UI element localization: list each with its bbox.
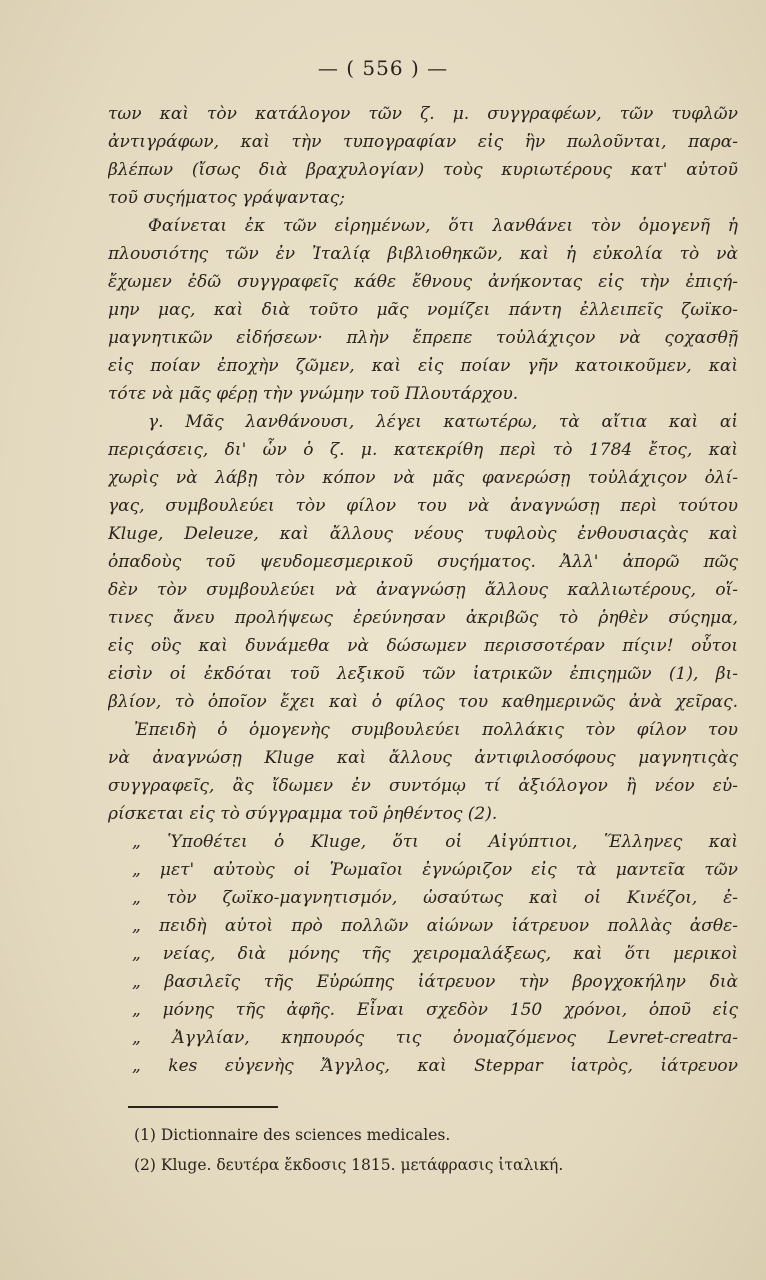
body-text [108,100,738,1080]
text-line: περιςάσεις, δι' ὧν ὁ ζ. μ. κατεκρίθη περὶ τὸ 1784 ἔτος, καὶ [108,440,738,460]
quote-line: „ μετ' αὐτοὺς οἱ Ῥωμαῖοι ἐγνώριζον εἰς τὰ μαντεῖα τῶν [132,860,738,880]
text-line: ρίσκεται εἰς τὸ σύγγραμμα τοῦ ῥηθέντος (2). [108,804,498,824]
footnotes [134,1120,734,1180]
text-line: συγγραφεῖς, ἂς ἴδωμεν ἐν συντόμῳ τί ἀξιόλογον ἢ νέον εὑ- [108,776,738,796]
text-line: τοῦ συςήματος γράψαντας; [108,188,346,208]
text-line: εἰσὶν οἱ ἐκδόται τοῦ λεξικοῦ τῶν ἰατρικῶν ἐπιςημῶν (1), βι- [108,664,738,684]
quote-line: „ τὸν ζωϊκο-μαγνητισμόν, ὡσαύτως καὶ οἱ Κινέζοι, ἐ- [132,888,738,908]
text-line: εἰς οὓς καὶ δυνάμεθα νὰ δώσωμεν περισσοτέραν πίςιν! οὗτοι [108,636,738,656]
quote-line: „ Ἀγγλίαν, κηπουρός τις ὀνομαζόμενος Levret-creatra- [132,1028,738,1048]
text-line: μαγνητικῶν εἰδήσεων· πλὴν ἔπρεπε τοὐλάχιςον νὰ ςοχασθῇ [108,328,738,348]
text-line: τινες ἄνευ προλήψεως ἐρεύνησαν ἀκριβῶς τὸ ῥηθὲν σύςημα, [108,608,738,628]
quote-line: „ Ὑποθέτει ὁ Kluge, ὅτι οἱ Αἰγύπτιοι, Ἕλληνες καὶ [132,832,738,852]
text-line: ἔχωμεν ἐδῶ συγγραφεῖς κάθε ἔθνους ἀνήκοντας εἰς τὴν ἐπιςή- [108,272,738,292]
text-line: των καὶ τὸν κατάλογον τῶν ζ. μ. συγγραφέων, τῶν τυφλῶν [108,104,738,124]
footnote-divider [128,1106,278,1108]
footnote: (1) Dictionnaire des sciences medicales. [134,1126,451,1144]
text-line: Ἐπειδὴ ὁ ὁμογενὴς συμβουλεύει πολλάκις τὸν φίλον του [134,720,738,740]
quote-line: „ βασιλεῖς τῆς Εὐρώπης ἰάτρευον τὴν βρογχοκήλην διὰ [132,972,738,992]
quote-line: „ πειδὴ αὐτοὶ πρὸ πολλῶν αἰώνων ἰάτρευον πολλὰς ἀσθε- [132,916,738,936]
text-line: Φαίνεται ἐκ τῶν εἰρημένων, ὅτι λανθάνει τὸν ὁμογενῆ ἡ [148,216,738,236]
text-line: ὀπαδοὺς τοῦ ψευδομεσμερικοῦ συςήματος. Ἀλλ' ἀπορῶ πῶς [108,552,738,572]
text-line: χωρὶς νὰ λάβῃ τὸν κόπον νὰ μᾶς φανερώσῃ τοὐλάχιςον ὀλί- [108,468,738,488]
quote-line: „ νείας, διὰ μόνης τῆς χειρομαλάξεως, καὶ ὅτι μερικοὶ [132,944,738,964]
text-line: γ. Μᾶς λανθάνουσι, λέγει κατωτέρω, τὰ αἴτια καὶ αἱ [148,412,738,432]
quote-line: „ kes εὐγενὴς Ἄγγλος, καὶ Steppar ἰατρὸς, ἰάτρευον [132,1056,738,1076]
text-line: γας, συμβουλεύει τὸν φίλον του νὰ ἀναγνώσῃ περὶ τούτου [108,496,738,516]
quote-line: „ μόνης τῆς ἀφῆς. Εἶναι σχεδὸν 150 χρόνοι, ὁποῦ εἰς [132,1000,738,1020]
footnote: (2) Kluge. δευτέρα ἔκδοσις 1815. μετάφρασις ἰταλική. [134,1156,564,1174]
text-line: μην μας, καὶ διὰ τοῦτο μᾶς νομίζει πάντη ἐλλειπεῖς ζωϊκο- [108,300,738,320]
text-line: βλίον, τὸ ὁποῖον ἔχει καὶ ὁ φίλος του καθημερινῶς ἀνὰ χεῖρας. [108,692,738,712]
text-line: ἀντιγράφων, καὶ τὴν τυπογραφίαν εἰς ἣν πωλοῦνται, παρα- [108,132,738,152]
text-line: δὲν τὸν συμβουλεύει νὰ ἀναγνώσῃ ἄλλους καλλιωτέρους, οἵ- [108,580,738,600]
text-line: πλουσιότης τῶν ἐν Ἰταλίᾳ βιβλιοθηκῶν, καὶ ἡ εὐκολία τὸ νὰ [108,244,738,264]
text-line: τότε νὰ μᾶς φέρῃ τὴν γνώμην τοῦ Πλουτάρχου. [108,384,519,404]
text-line: Kluge, Deleuze, καὶ ἄλλους νέους τυφλοὺς ἐνθουσιαςὰς καὶ [108,524,738,544]
text-line: νὰ ἀναγνώσῃ Kluge καὶ ἄλλους ἀντιφιλοσόφους μαγνητιςὰς [108,748,738,768]
text-line: εἰς ποίαν ἐποχὴν ζῶμεν, καὶ εἰς ποίαν γῆν κατοικοῦμεν, καὶ [108,356,738,376]
page-header: — ( 556 ) — [317,56,449,80]
text-line: βλέπων (ἴσως διὰ βραχυλογίαν) τοὺς κυριωτέρους κατ' αὐτοῦ [108,160,738,180]
